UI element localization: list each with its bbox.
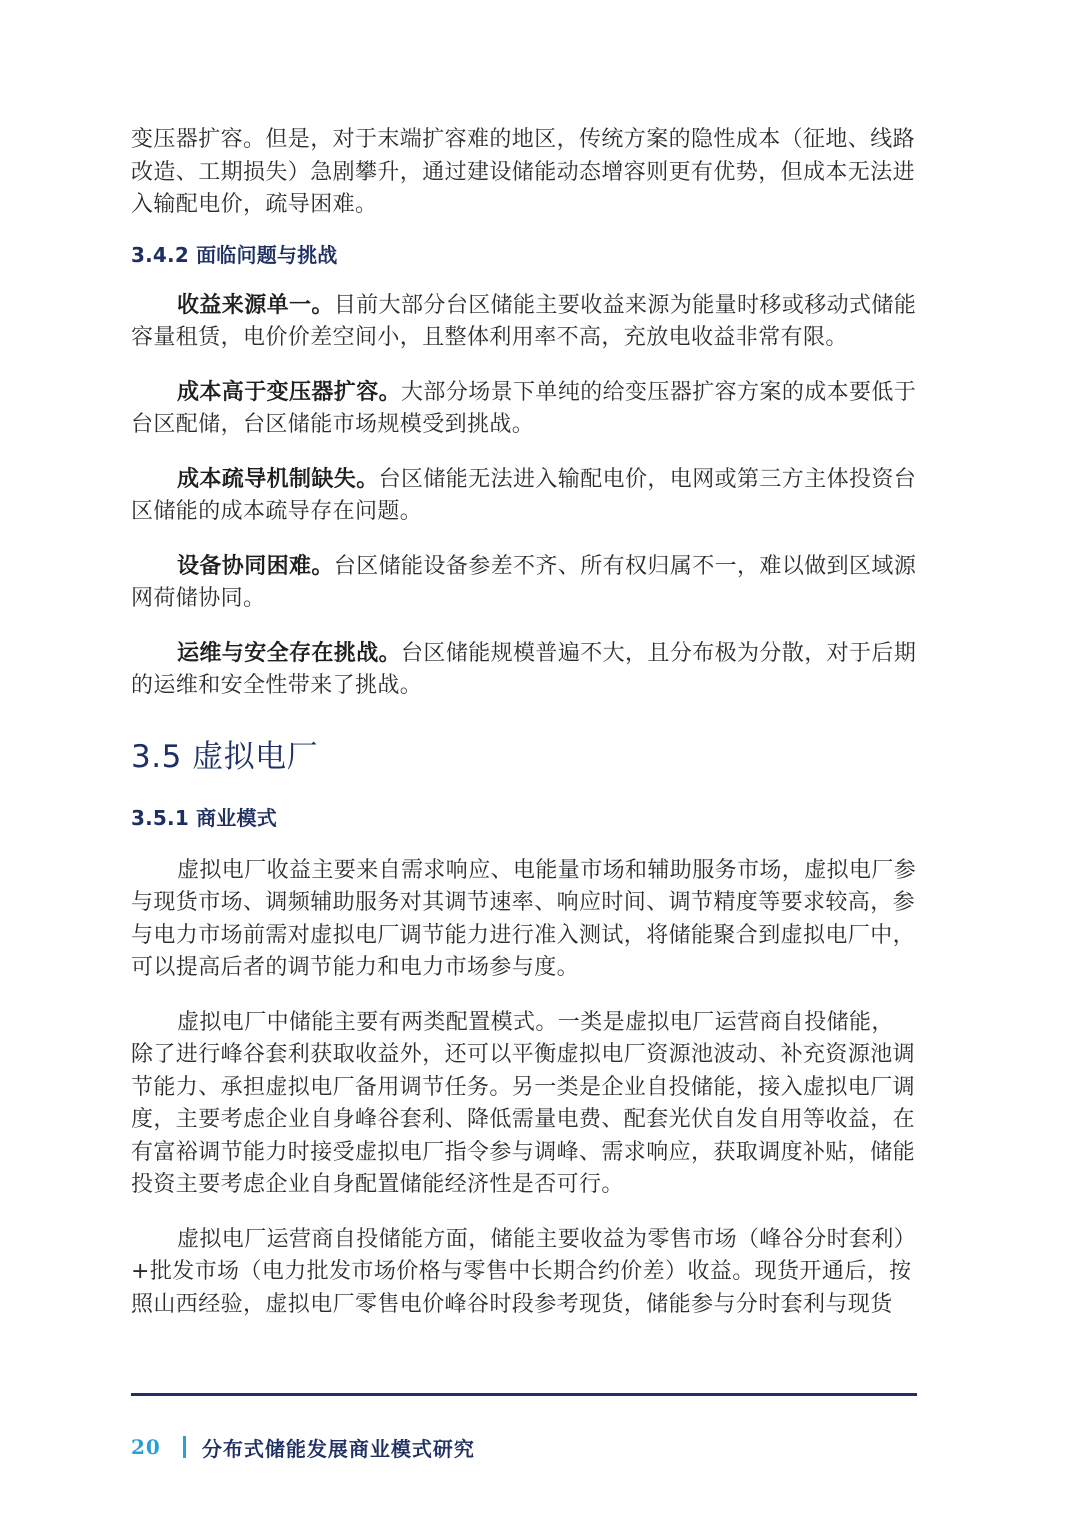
challenge-lead: 收益来源单一。 — [177, 292, 334, 318]
challenge-item — [131, 464, 921, 529]
challenge-text: 台区储能无法进入输配电价，电网或第三方主体投资台 区储能的成本疏导存在问题。 — [131, 466, 917, 524]
page-footer — [131, 1432, 475, 1462]
subsection-title-351: 3.5.1 商业模式 — [131, 805, 277, 830]
section-title-35: 3.5 虚拟电厂 — [131, 738, 319, 775]
challenge-item — [131, 290, 921, 355]
body-paragraph: 虚拟电厂中储能主要有两类配置模式。一类是虚拟电厂运营商自投储能， 除了进行峰谷套利获取收益外，还可以平衡虚拟电厂资源池波动、补充资源池调 节能力、承担虚拟电厂备用调节任务。另一类是企业自投储能，接入虚拟电厂调 度，主要考虑企业自身峰谷套利、降低需量电费、配套光伏自发自用等收益，在 有富裕调节能力时接受虚拟电厂指令参与调峰、需求响应，获取调度补贴，储能 投资主要考虑企业自身配置储能经济性是否可行。 — [131, 1009, 916, 1197]
challenge-lead: 成本疏导机制缺失。 — [177, 466, 379, 492]
challenge-lead: 成本高于变压器扩容。 — [177, 379, 402, 405]
footer-divider — [131, 1393, 917, 1396]
challenge-text: 大部分场景下单纯的给变压器扩容方案的成本要低于 台区配储，台区储能市场规模受到挑战。 — [131, 379, 917, 437]
page-content — [131, 124, 921, 1321]
footer-separator — [183, 1436, 186, 1458]
subsection-title-342: 3.4.2 面临问题与挑战 — [131, 242, 338, 267]
challenge-item — [131, 377, 921, 442]
page-number: 20 — [131, 1435, 161, 1459]
body-paragraph: 虚拟电厂收益主要来自需求响应、电能量市场和辅助服务市场，虚拟电厂参 与现货市场、调频辅助服务对其调节速率、响应时间、调节精度等要求较高，参 与电力市场前需对虚拟电厂调节能力进行准入测试，将储能聚合到虚拟电厂中， 可以提高后者的调节能力和电力市场参与度。 — [131, 857, 917, 980]
challenge-text: 目前大部分台区储能主要收益来源为能量时移或移动式储能 容量租赁，电价价差空间小，且整体利用率不高，充放电收益非常有限。 — [131, 292, 917, 350]
intro-paragraph: 变压器扩容。但是，对于末端扩容难的地区，传统方案的隐性成本（征地、线路 改造、工期损失）急剧攀升，通过建设储能动态增容则更有优势，但成本无法进 入输配电价，疏导困难。 — [131, 127, 916, 217]
challenge-lead: 运维与安全存在挑战。 — [177, 640, 402, 666]
document-title: 分布式储能发展商业模式研究 — [201, 1436, 475, 1461]
challenge-item — [131, 551, 921, 616]
challenge-item — [131, 638, 921, 703]
body-paragraph: 虚拟电厂运营商自投储能方面，储能主要收益为零售市场（峰谷分时套利） +批发市场（电力批发市场价格与零售中长期合约价差）收益。现货开通后，按 照山西经验，虚拟电厂零售电价峰谷时段参考现货，储能参与分时套利与现货 — [131, 1226, 917, 1317]
challenge-text: 台区储能规模普遍不大，且分布极为分散，对于后期 的运维和安全性带来了挑战。 — [131, 640, 917, 698]
challenge-lead: 设备协同困难。 — [177, 553, 334, 579]
challenge-text: 台区储能设备参差不齐、所有权归属不一，难以做到区域源 网荷储协同。 — [131, 553, 917, 611]
